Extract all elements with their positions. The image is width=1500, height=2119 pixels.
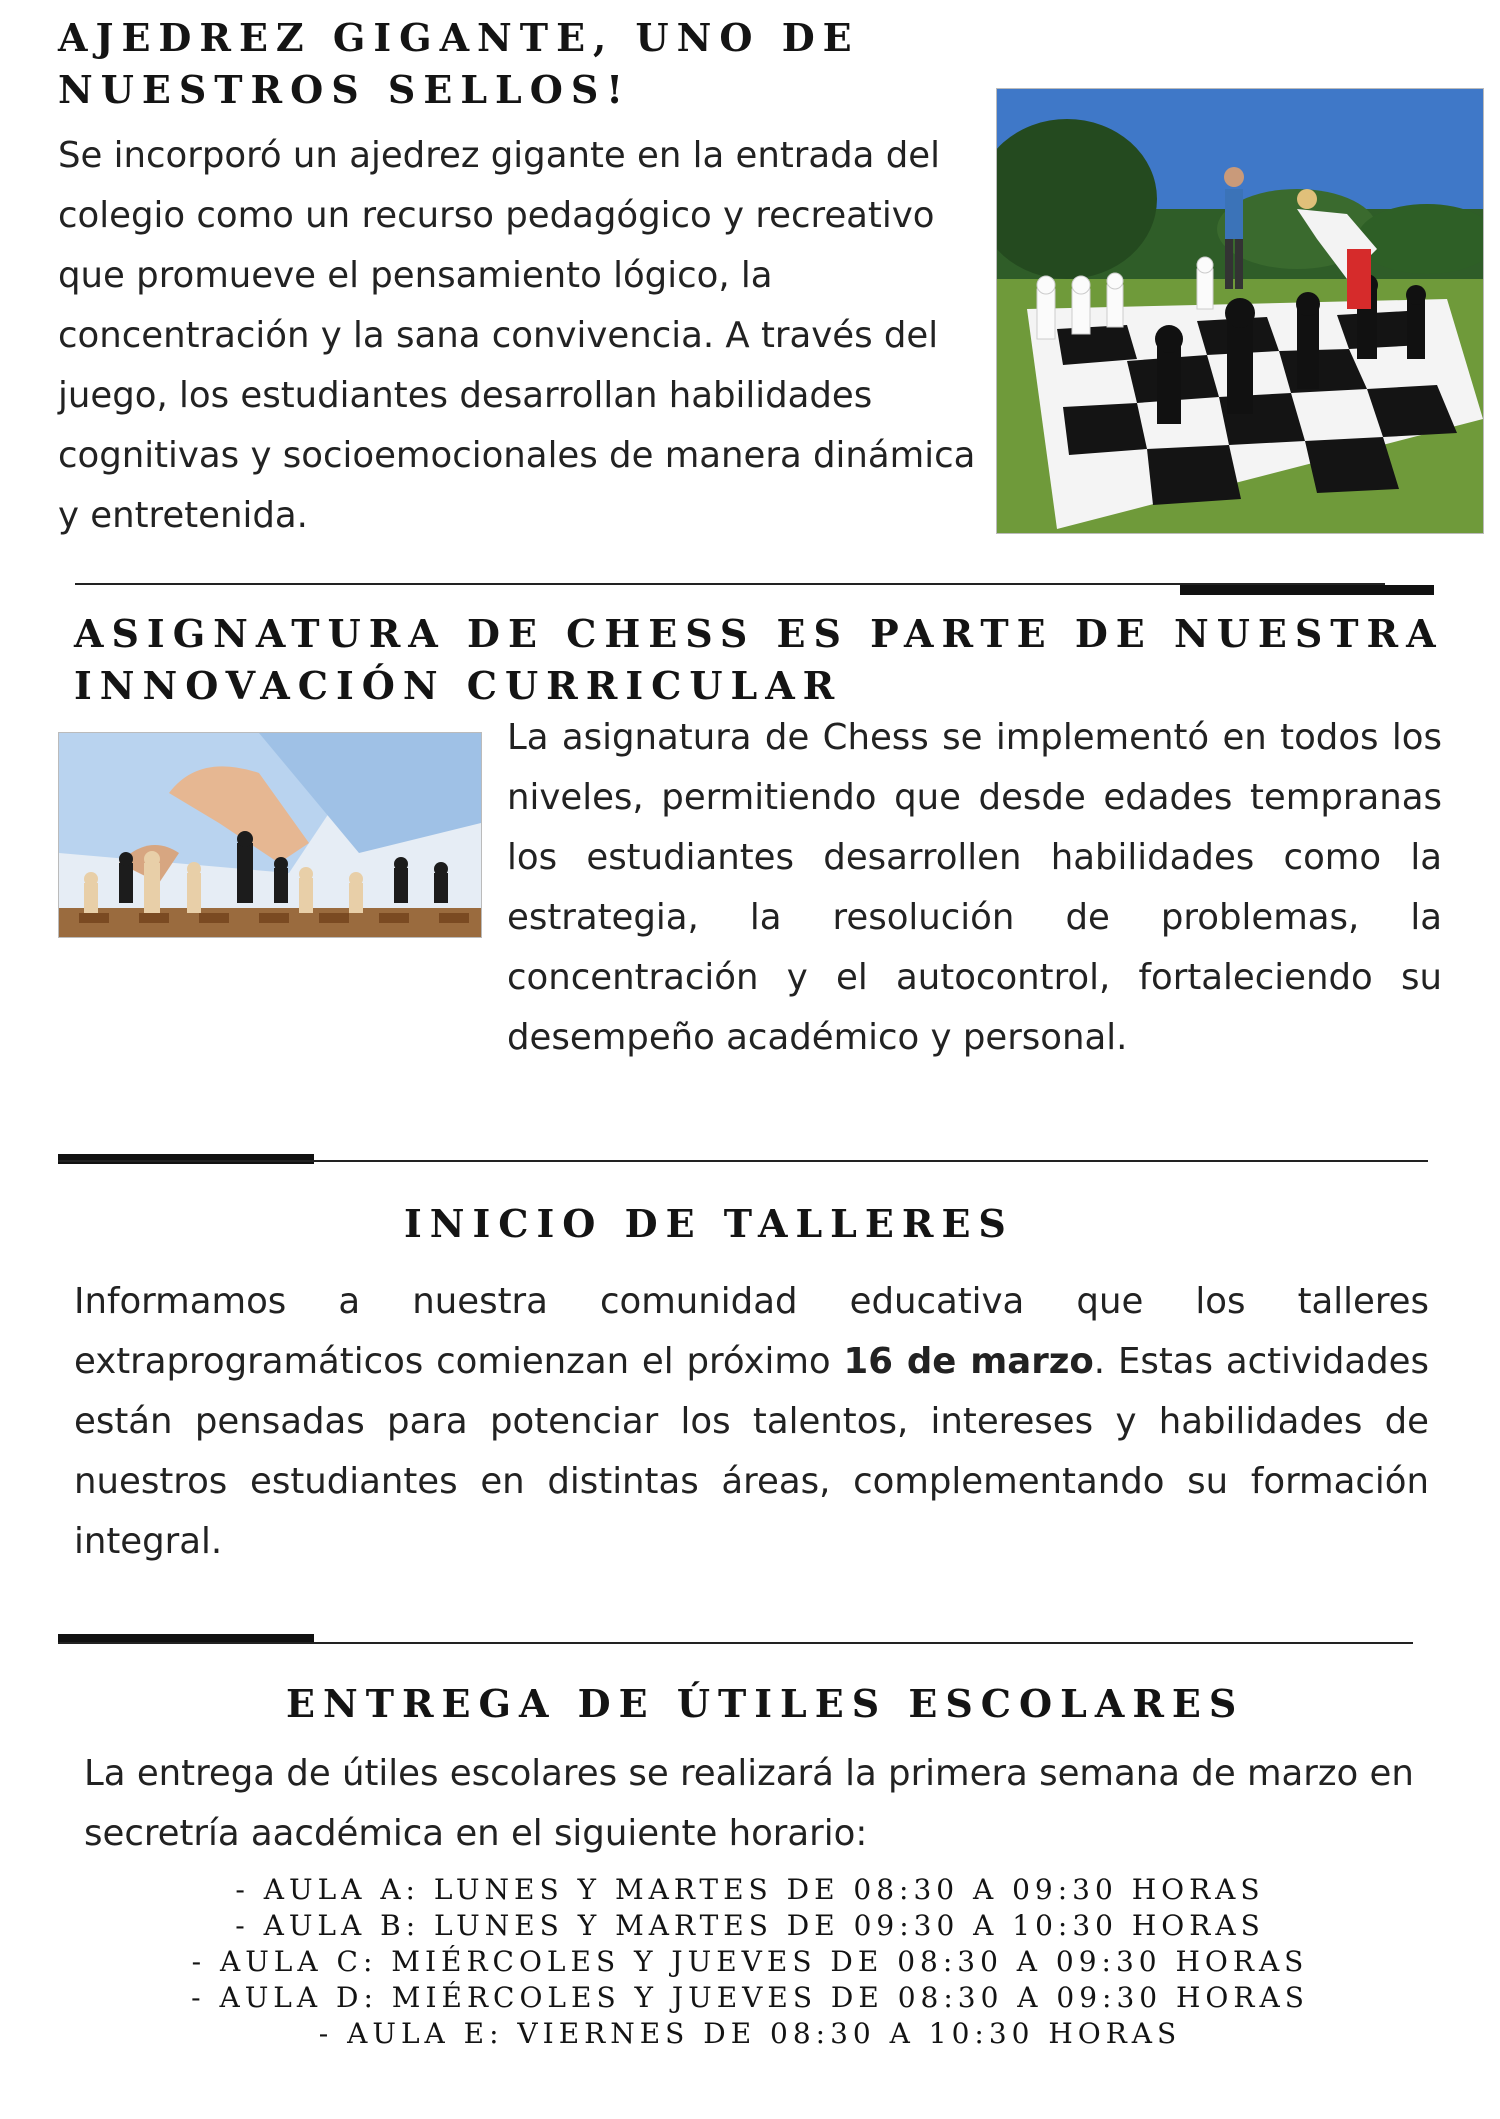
schedule-item: - AULA E: VIERNES DE 08:30 A 10:30 HORAS — [318, 2017, 1182, 2050]
schedule-item: - AULA A: LUNES Y MARTES DE 08:30 A 09:30 HORAS — [235, 1873, 1265, 1906]
section-title — [58, 12, 958, 116]
section-body: La entrega de útiles escolares se realizará la primera semana de marzo en secretría aacdémica en el siguiente horario: — [84, 1753, 1414, 1854]
start-date: 16 de marzo — [843, 1341, 1094, 1382]
divider-accent — [58, 1154, 314, 1164]
title-line-1: AJEDREZ GIGANTE, UNO DE — [58, 15, 860, 60]
section-body: La asignatura de Chess se implementó en todos los niveles, permitiendo que desde edades tempranas los estudiantes desarrollen habilidades como la estrategia, la resolución de problemas, la concentración y el autocontrol, fortaleciendo su desempeño académico y personal. — [507, 717, 1442, 1058]
schedule-item: - AULA B: LUNES Y MARTES DE 09:30 A 10:30 HORAS — [235, 1909, 1265, 1942]
section-title: INICIO DE TALLERES — [404, 1201, 1014, 1246]
section-school-supplies — [0, 1660, 1500, 2119]
title-line-2: INNOVACIÓN CURRICULAR — [74, 663, 843, 708]
title-line-1: ASIGNATURA DE CHESS ES PARTE DE NUESTRA — [74, 611, 1444, 656]
section-body: Se incorporó un ajedrez gigante en la entrada del colegio como un recurso pedagógico y recreativo que promueve el pensamiento lógico, la concentración y la sana convivencia. A través del juego, los estudiantes desarrollan habilidades cognitivas y socioemocionales de manera dinámica y entretenida. — [58, 135, 976, 536]
section-body — [74, 1272, 1429, 1572]
giant-chess-photo — [996, 88, 1484, 534]
chess-hand-photo — [58, 732, 482, 938]
schedule-list — [150, 1872, 1350, 2052]
section-workshops — [0, 1180, 1500, 1600]
divider — [58, 1642, 1413, 1644]
section-giant-chess — [0, 0, 1500, 560]
schedule-item: - AULA D: MIÉRCOLES Y JUEVES DE 08:30 A 09:30 HORAS — [191, 1981, 1309, 2014]
divider — [58, 1160, 1428, 1162]
section-chess-subject — [0, 600, 1500, 1120]
body-rest: . Estas actividades están pensadas para potenciar los talentos, intereses y habilidades de nuestros estudiantes en distintas áreas, complementando su formación integral. — [74, 1341, 1429, 1562]
divider-accent — [1180, 585, 1434, 595]
body-intro: Informamos a nuestra comunidad educativa que los talleres extraprogramáticos comienzan el próximo — [74, 1281, 1429, 1382]
section-title: ENTREGA DE ÚTILES ESCOLARES — [286, 1681, 1245, 1726]
section-title — [74, 608, 1474, 712]
title-line-2: NUESTROS SELLOS! — [58, 67, 631, 112]
schedule-item: - AULA C: MIÉRCOLES Y JUEVES DE 08:30 A 09:30 HORAS — [191, 1945, 1309, 1978]
